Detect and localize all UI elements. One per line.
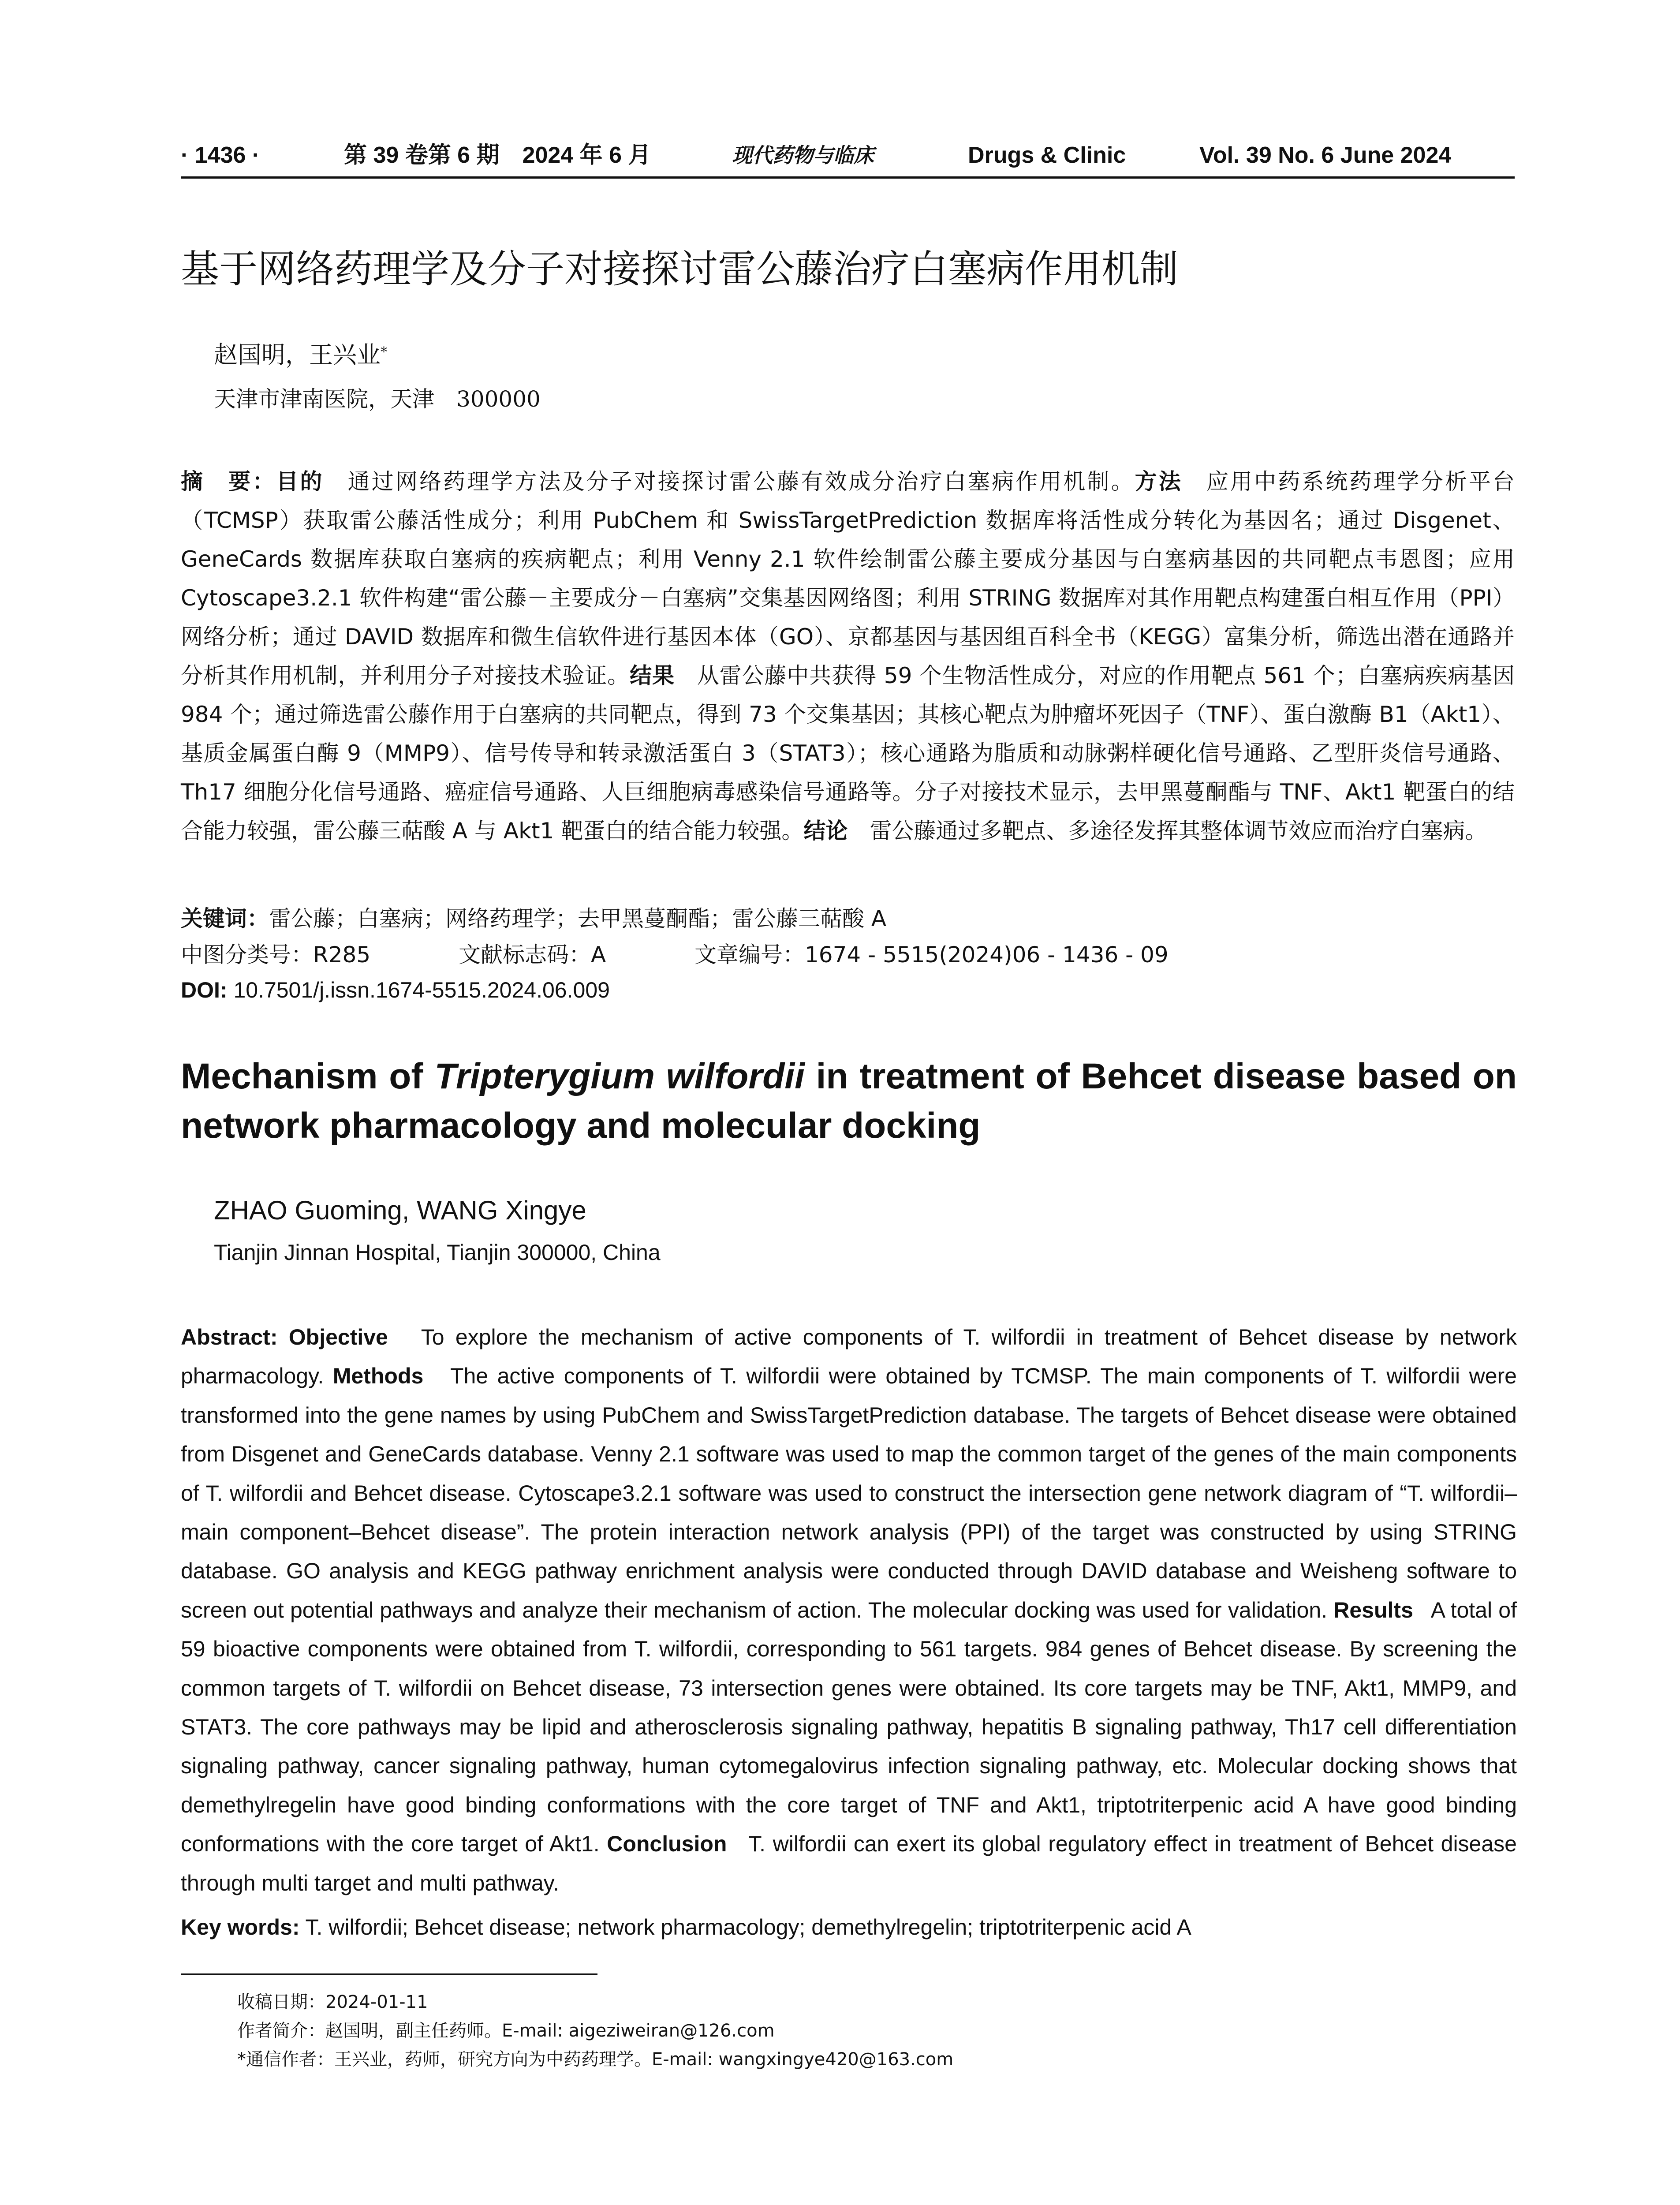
keywords-cn: [181, 903, 886, 934]
objective-en: To explore the mechanism of active components of T. wilfordii in treatment of Behcet disease by network pharmacology.: [181, 1325, 1517, 1389]
results-en: A total of 59 bioactive components were obtained from T. wilfordii, corresponding to 561 targets. 984 genes of Behcet disease. By screening the common targets of T. wilfordii on Behcet disease, 73 intersection genes were obtained. Its core targets may be TNF, Akt1, MMP9, and STAT3. The core pathways may be lipid and atherosclerosis signaling pathway, hepatitis B signaling pathway, Th17 cell differentiation signaling pathway, cancer signaling pathway, human cytomegalovirus infection signaling pathway, etc. Molecular docking shows that demethylregelin have good binding conformations with the core target of TNF and Akt1, triptotriterpenic acid A have good binding conformations with the core target of Akt1.: [181, 1597, 1517, 1857]
keywords-text-cn: 雷公藤；白塞病；网络药理学；去甲黑蔓酮酯；雷公藤三萜酸 A: [269, 906, 887, 931]
keywords-label-cn: 关键词：: [181, 906, 269, 931]
results-label-en: Results: [1333, 1597, 1413, 1622]
article-number: 文章编号：1674 - 5515(2024)06 - 1436 - 09: [694, 942, 1169, 968]
objective-cn: 通过网络药理学方法及分子对接探讨雷公藤有效成分治疗白塞病作用机制。: [347, 469, 1135, 494]
volume-cn: 第 39 卷第 6 期 2024 年 6 月: [344, 142, 651, 168]
journal-name-cn: 现代药物与临床: [732, 143, 874, 167]
abstract-cn: [181, 462, 1515, 850]
footnote-received: 收稿日期：2024-01-11: [237, 1992, 428, 2012]
running-header: [181, 142, 1512, 168]
authors-cn: [214, 340, 387, 370]
methods-cn: 应用中药系统药理学分析平台（TCMSP）获取雷公藤活性成分；利用 PubChem 和 SwissTargetPrediction 数据库将活性成分转化为基因名；通过 Disgenet、GeneCards 数据库获取白塞病的疾病靶点；利用 Venny 2.1 软件绘制雷公藤主要成分基因与白塞病基因的共同靶点韦恩图；应用 Cytoscape3.2.1 软件构建“雷公藤－主要成分－白塞病”交集基因网络图；利用 STRING 数据库对其作用靶点构建蛋白相互作用（PPI）网络分析；通过 DAVID 数据库和微生信软件进行基因本体（GO）、京都基因与基因组百科全书（KEGG）富集分析，筛选出潜在通路并分析其作用机制，并利用分子对接技术验证。: [181, 469, 1515, 688]
title-en-part2: in treatment of Behcet disease based on network pharmacology and molecular docking: [181, 1056, 1517, 1146]
methods-label-cn: 方法: [1135, 469, 1183, 494]
journal-name-en: Drugs & Clinic: [968, 142, 1126, 168]
page-number: · 1436 ·: [181, 142, 260, 168]
doi-link[interactable]: 10.7501/j.issn.1674-5515.2024.06.009: [227, 978, 610, 1002]
results-cn: 从雷公藤中共获得 59 个生物活性成分，对应的作用靶点 561 个；白塞病疾病基因 984 个；通过筛选雷公藤作用于白塞病的共同靶点，得到 73 个交集基因；其核心靶点为肿瘤坏死因子（TNF）、蛋白激酶 B1（Akt1）、基质金属蛋白酶 9（MMP9）、信号传导和转录激活蛋白 3（STAT3）；核心通路为脂质和动脉粥样硬化信号通路、乙型肝炎信号通路、Th17 细胞分化信号通路、癌症信号通路、人巨细胞病毒感染信号通路等。分子对接技术显示，去甲黑蔓酮酯与 TNF、Akt1 靶蛋白的结合能力较强，雷公藤三萜酸 A 与 Akt1 靶蛋白的结合能力较强。: [181, 663, 1515, 844]
authors-cn-names: 赵国明，王兴业: [214, 341, 381, 369]
document-code: 文献标志码：A: [459, 942, 606, 968]
article-title-cn: 基于网络药理学及分子对接探讨雷公藤治疗白塞病作用机制: [181, 247, 1178, 292]
header-rule: [181, 176, 1515, 179]
footnote-corresponding: *通信作者：王兴业，药师，研究方向为中药药理学。E-mail: wangxingye420@163.com: [237, 2049, 954, 2070]
doi-line: [181, 975, 610, 1005]
title-en-part1: Mechanism of: [181, 1056, 435, 1096]
authors-en: ZHAO Guoming, WANG Xingye: [214, 1196, 586, 1225]
footnote-rule: [181, 1973, 597, 1975]
keywords-label-en: Key words:: [181, 1915, 300, 1940]
clc-number: 中图分类号：R285: [181, 942, 371, 968]
keywords-en: [181, 1912, 1191, 1943]
conclusion-cn: 雷公藤通过多靶点、多途径发挥其整体调节效应而治疗白塞病。: [870, 818, 1487, 844]
results-label-cn: 结果: [630, 663, 675, 688]
methods-label-en: Methods: [332, 1364, 424, 1389]
conclusion-label-en: Conclusion: [607, 1831, 727, 1857]
methods-en: The active components of T. wilfordii were obtained by TCMSP. The main components of T. wilfordii were transformed into the gene names by using PubChem and SwissTargetPrediction database. The targets of Behcet disease were obtained from Disgenet and GeneCards database. Venny 2.1 software was used to map the common target of the genes of the main components of T. wilfordii and Behcet disease. Cytoscape3.2.1 software was used to construct the intersection gene network diagram of “T. wilfordii–main component–Behcet disease”. The protein interaction network analysis (PPI) of the target was constructed by using STRING database. GO analysis and KEGG pathway enrichment analysis were conducted through DAVID database and Weisheng software to screen out potential pathways and analyze their mechanism of action. The molecular docking was used for validation.: [181, 1364, 1517, 1622]
doi-label: DOI:: [181, 978, 228, 1002]
abstract-label-en: Abstract: Objective: [181, 1325, 388, 1349]
article-title-en: [181, 1052, 1517, 1151]
abstract-label-cn: 摘 要：: [181, 469, 276, 494]
conclusion-label-cn: 结论: [803, 818, 848, 844]
classification-line: [181, 939, 1515, 970]
objective-label-cn: 目的: [276, 469, 324, 494]
title-en-species: Tripterygium wilfordii: [434, 1056, 805, 1096]
corresponding-mark: *: [381, 344, 387, 360]
affiliation-en: Tianjin Jinnan Hospital, Tianjin 300000, China: [214, 1240, 661, 1265]
footnote-author-bio: 作者简介：赵国明，副主任药师。E-mail: aigeziweiran@126.com: [237, 2021, 775, 2041]
abstract-en: [181, 1318, 1517, 1902]
conclusion-en: T. wilfordii can exert its global regulatory effect in treatment of Behcet disease through multi target and multi pathway.: [181, 1831, 1517, 1895]
affiliation-cn: 天津市津南医院，天津 300000: [214, 386, 541, 412]
volume-en: Vol. 39 No. 6 June 2024: [1199, 142, 1452, 168]
keywords-text-en: T. wilfordii; Behcet disease; network pharmacology; demethylregelin; triptotriterpenic acid A: [299, 1915, 1191, 1940]
